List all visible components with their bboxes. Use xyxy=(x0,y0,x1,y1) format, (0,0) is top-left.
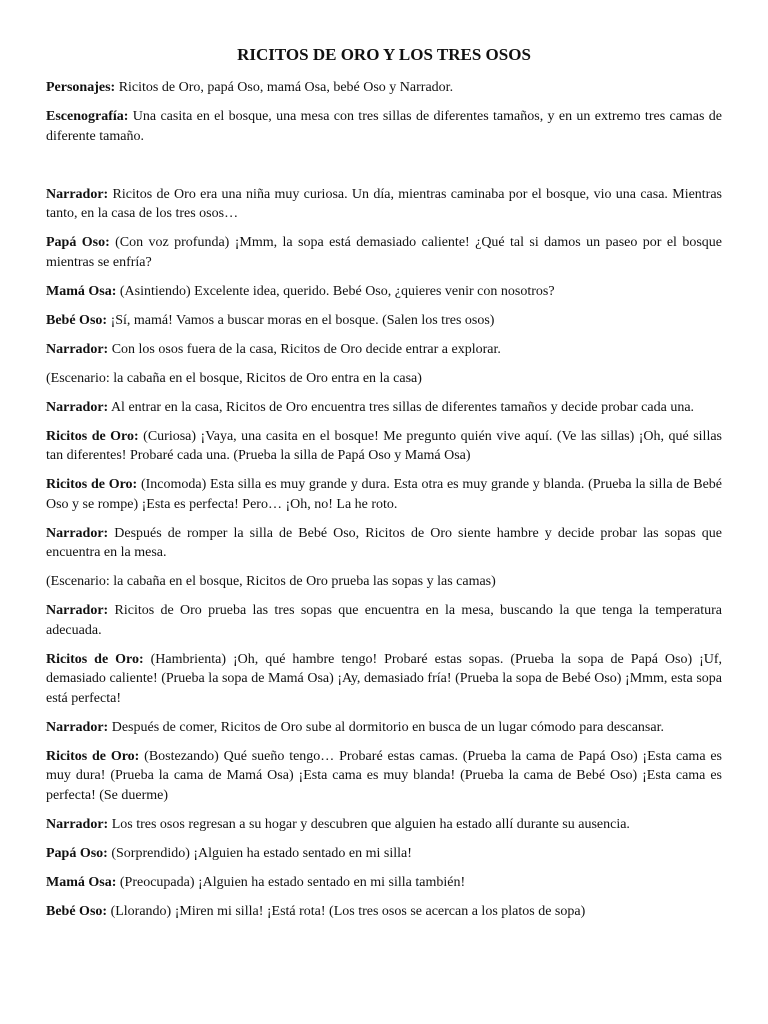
speaker-label: Ricitos de Oro: xyxy=(46,428,139,444)
stage-direction-text: (Escenario: la cabaña en el bosque, Ricitos de Oro entra en la casa) xyxy=(46,370,422,386)
scenery-text: Una casita en el bosque, una mesa con tres sillas de diferentes tamaños, y en un extremo tres camas de diferente tamaño. xyxy=(46,109,723,144)
script-line xyxy=(46,427,722,466)
line-text: (Con voz profunda) ¡Mmm, la sopa está demasiado caliente! ¿Qué tal si damos un paseo por el bosque mientras se enfría? xyxy=(46,235,722,270)
section-spacer xyxy=(46,156,722,185)
speaker-label: Ricitos de Oro: xyxy=(46,748,140,764)
speaker-label: Narrador: xyxy=(46,719,109,735)
line-text: Con los osos fuera de la casa, Ricitos de Oro decide entrar a explorar. xyxy=(111,341,501,357)
speaker-label: Bebé Oso: xyxy=(46,312,108,328)
script-line xyxy=(46,524,722,563)
speaker-label: Narrador: xyxy=(46,603,109,618)
line-text: (Curiosa) ¡Vaya, una casita en el bosque! Me pregunto quién vive aquí. (Ve las sillas) ¡Oh, qué sillas tan diferentes! Probaré cada una. (Prueba la silla de Papá Oso y Mamá Osa) xyxy=(46,428,722,463)
script-line xyxy=(46,282,722,302)
line-text: (Hambrienta) ¡Oh, qué hambre tengo! Probaré estas sopas. (Prueba la sopa de Papá Oso) ¡Uf, demasiado caliente! (Prueba la sopa de Mamá Osa) ¡Ay, demasiado fría! (Prueba la sopa de Bebé Oso) ¡Mmm, esta sopa está perfecta! xyxy=(46,651,722,706)
line-text: (Asintiendo) Excelente idea, querido. Bebé Oso, ¿quieres venir con nosotros? xyxy=(119,283,555,299)
line-text: (Llorando) ¡Miren mi silla! ¡Está rota! (Los tres osos se acercan a los platos de sopa) xyxy=(110,903,586,919)
script-line xyxy=(46,815,722,835)
script-line xyxy=(46,718,722,738)
line-text: (Sorprendido) ¡Alguien ha estado sentado en mi silla! xyxy=(111,845,412,861)
script-line xyxy=(46,185,722,224)
speaker-label: Narrador: xyxy=(46,525,109,541)
characters-text: Ricitos de Oro, papá Oso, mamá Osa, bebé Oso y Narrador. xyxy=(118,80,454,95)
speaker-label: Mamá Osa: xyxy=(46,283,117,299)
script-line xyxy=(46,844,722,864)
stage-direction xyxy=(46,572,722,592)
scenery-paragraph xyxy=(46,107,722,146)
scenery-label: Escenografía: xyxy=(46,109,129,124)
line-text: ¡Sí, mamá! Vamos a buscar moras en el bosque. (Salen los tres osos) xyxy=(110,312,495,328)
script-line xyxy=(46,340,722,360)
script-line xyxy=(46,747,722,806)
document-page xyxy=(46,44,722,931)
line-text: (Bostezando) Qué sueño tengo… Probaré estas camas. (Prueba la cama de Papá Oso) ¡Esta cama es muy dura! (Prueba la cama de Mamá Osa) ¡Esta cama es muy blanda! (Prueba la cama de Bebé Oso) ¡Esta cama es perfecta! (Se duerme) xyxy=(46,748,722,803)
characters-paragraph xyxy=(46,78,722,98)
script-line xyxy=(46,475,722,514)
script-line xyxy=(46,311,722,331)
speaker-label: Narrador: xyxy=(46,399,109,415)
line-text: Después de romper la silla de Bebé Oso, Ricitos de Oro siente hambre y decide probar las sopas que encuentra en la mesa. xyxy=(46,525,722,560)
characters-label: Personajes: xyxy=(46,80,116,95)
line-text: (Incomoda) Esta silla es muy grande y dura. Esta otra es muy grande y blanda. (Prueba la silla de Bebé Oso y se rompe) ¡Esta es perfecta! Pero… ¡Oh, no! La he roto. xyxy=(46,477,722,512)
script-line xyxy=(46,650,722,709)
document-title: RICITOS DE ORO Y LOS TRES OSOS xyxy=(237,45,531,64)
speaker-label: Narrador: xyxy=(46,816,109,832)
speaker-label: Bebé Oso: xyxy=(46,903,108,919)
script-line xyxy=(46,873,722,893)
speaker-label: Narrador: xyxy=(46,341,109,357)
speaker-label: Papá Oso: xyxy=(46,845,108,861)
line-text: Después de comer, Ricitos de Oro sube al dormitorio en busca de un lugar cómodo para descansar. xyxy=(111,719,664,735)
line-text: Los tres osos regresan a su hogar y descubren que alguien ha estado allí durante su ausencia. xyxy=(111,816,630,832)
speaker-label: Papá Oso: xyxy=(46,235,110,250)
speaker-label: Narrador: xyxy=(46,186,109,202)
script-line xyxy=(46,233,722,272)
script-line xyxy=(46,601,722,640)
stage-direction xyxy=(46,369,722,389)
speaker-label: Mamá Osa: xyxy=(46,874,117,890)
speaker-label: Ricitos de Oro: xyxy=(46,651,144,667)
stage-direction-text: (Escenario: la cabaña en el bosque, Ricitos de Oro prueba las sopas y las camas) xyxy=(46,574,496,589)
script-line xyxy=(46,398,722,418)
line-text: Ricitos de Oro prueba las tres sopas que encuentra en la mesa, buscando la que tenga la temperatura adecuada. xyxy=(46,603,722,638)
script-line xyxy=(46,902,722,922)
line-text: Al entrar en la casa, Ricitos de Oro encuentra tres sillas de diferentes tamaños y decide probar cada una. xyxy=(110,399,695,415)
speaker-label: Ricitos de Oro: xyxy=(46,477,138,492)
line-text: (Preocupada) ¡Alguien ha estado sentado en mi silla también! xyxy=(119,874,466,890)
line-text: Ricitos de Oro era una niña muy curiosa. Un día, mientras caminaba por el bosque, vio una casa. Mientras tanto, en la casa de los tres osos… xyxy=(46,186,723,221)
